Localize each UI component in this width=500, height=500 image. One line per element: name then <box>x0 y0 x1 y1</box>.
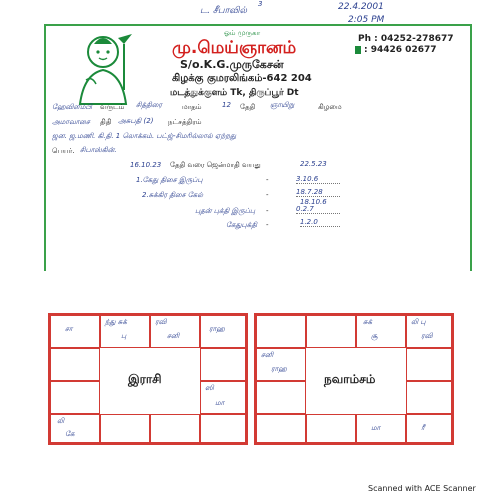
day-value: ஞாயிறு <box>270 101 295 109</box>
handwritten-date: 22.4.2001 <box>338 2 384 12</box>
budha-bukti-label: புதன் புக்தி இருப்பு <box>195 207 256 215</box>
ketu-dasa-label: 1.கேது திசை இருப்பு <box>136 176 203 184</box>
mobile-icon <box>355 46 361 54</box>
rasi-house-2-text: ந்து சுக் <box>105 318 127 326</box>
navamsa-house-9 <box>306 414 356 443</box>
date-value: 12 <box>222 101 231 109</box>
star-label: நட்சத்திரம் <box>168 118 202 126</box>
birth-details-line: ஜன. ஜ.மணி. கி.தி. 1 லொக்கம். பட்ஜ்-சிமரில்லால் ஏற்றது <box>52 132 237 140</box>
month-label: மாதம் <box>182 103 202 111</box>
rasi-chart-title: இராசி <box>128 372 162 386</box>
deity-blessing: ஓம் முருகா <box>224 29 261 37</box>
navamsa-house-1 <box>256 315 306 348</box>
rasi-house-3 <box>150 315 200 348</box>
navamsa-house-8-text: மா <box>371 424 381 432</box>
navamsa-house-3-text-b: சூ <box>371 332 378 340</box>
rasi-house-6-text-b: மா <box>215 399 225 407</box>
rasi-house-9 <box>100 414 150 443</box>
address-line-2: மடத்துக்குளம் Tk, திருப்பூர் Dt <box>170 88 299 98</box>
navamsa-house-8 <box>356 414 406 443</box>
rasi-house-5 <box>200 348 246 381</box>
year-prefix: ஹேவிளம்பி <box>52 103 92 111</box>
handwritten-note-left: ட. சீபாவில் <box>200 6 247 16</box>
murugan-logo-icon <box>66 30 140 106</box>
rasi-house-3-text: ரவி <box>155 318 167 326</box>
sukra-dasa-value-a: 18.7.28 <box>296 188 340 197</box>
sukra-dasa-label: 2.சுக்கிர திசை கேல் <box>142 191 204 199</box>
name-label: பெயர். <box>52 147 75 155</box>
navamsa-house-12 <box>256 348 306 381</box>
phone-number: Ph : 04252-278677 <box>358 34 454 44</box>
rasi-house-2-text-b: பு <box>121 332 127 340</box>
dasa-age-label: தேதி வரை ஜென்மாதி வயது <box>170 161 261 169</box>
name-value: சிபாஸ்கின். <box>80 146 117 154</box>
year-value: சித்திரை <box>136 101 163 109</box>
rasi-house-7 <box>200 414 246 443</box>
navamsa-house-11 <box>256 381 306 414</box>
ketu-bukti-value: 1.2.0 <box>300 218 340 227</box>
rasi-chart <box>48 313 248 445</box>
scanner-watermark: Scanned with ACE Scanner <box>368 484 476 493</box>
letterhead-name: மு.மெய்ஞானம் <box>172 38 297 58</box>
dasa-as-of-date: 16.10.23 <box>130 161 162 169</box>
day-label: கிழமை <box>318 103 342 111</box>
navamsa-house-7-text: ரீ <box>421 424 425 432</box>
thithi-label: திதி <box>100 118 112 126</box>
ketu-dasa-value: 3.10.6 <box>296 175 340 184</box>
rasi-house-2 <box>100 315 150 348</box>
budha-bukti-value: 0.2.7 <box>296 205 340 214</box>
rasi-house-10-text: லி <box>57 417 65 425</box>
navamsa-house-6 <box>406 381 452 414</box>
navamsa-house-4-text: லி பு <box>411 318 426 326</box>
address-line-1: கிழக்கு குமரலிங்கம்-642 204 <box>172 73 312 84</box>
son-of-line: S/o.K.G.முருகேசன் <box>180 58 284 71</box>
navamsa-house-3-text: சுக் <box>363 318 373 326</box>
rasi-house-4-text: ராஹ <box>209 325 225 333</box>
dasa-age-value: 22.5.23 <box>300 160 327 168</box>
navamsa-chart <box>254 313 454 445</box>
navamsa-house-2 <box>306 315 356 348</box>
year-label: வருடம் <box>100 103 125 111</box>
rasi-house-6 <box>200 381 246 414</box>
navamsa-chart-title: நவாம்சம் <box>324 372 376 386</box>
navamsa-house-5 <box>406 348 452 381</box>
thithi-value: அமாவாசை <box>52 118 90 126</box>
rasi-house-11 <box>50 381 100 414</box>
rasi-house-1-text: சா <box>65 325 73 333</box>
ketu-bukti-label: கேதுபுக்தி <box>226 221 257 229</box>
handwritten-tiny-number: 3 <box>258 0 263 8</box>
navamsa-house-4 <box>406 315 452 348</box>
mobile-number: : 94426 02677 <box>364 45 437 55</box>
sukra-dasa-value-b: 18.10.6 <box>300 198 327 206</box>
rasi-house-6-text: ஸி <box>205 384 214 392</box>
rasi-house-1 <box>50 315 100 348</box>
star-value: அசுபதி (2) <box>118 117 154 125</box>
rasi-house-3-text-b: சனி <box>167 332 180 340</box>
handwritten-time: 2:05 PM <box>348 15 385 25</box>
navamsa-house-10 <box>256 414 306 443</box>
rasi-house-4 <box>200 315 246 348</box>
date-label: தேதி <box>240 103 256 111</box>
rasi-house-10-text-b: கே <box>65 430 75 438</box>
rasi-house-10 <box>50 414 100 443</box>
navamsa-house-4-text-b: ரவி <box>421 332 433 340</box>
rasi-house-12 <box>50 348 100 381</box>
navamsa-house-12-text: சனி <box>261 351 274 359</box>
navamsa-house-12-text-b: ராஹ <box>271 365 287 373</box>
rasi-house-8 <box>150 414 200 443</box>
navamsa-house-7 <box>406 414 452 443</box>
navamsa-house-3 <box>356 315 406 348</box>
